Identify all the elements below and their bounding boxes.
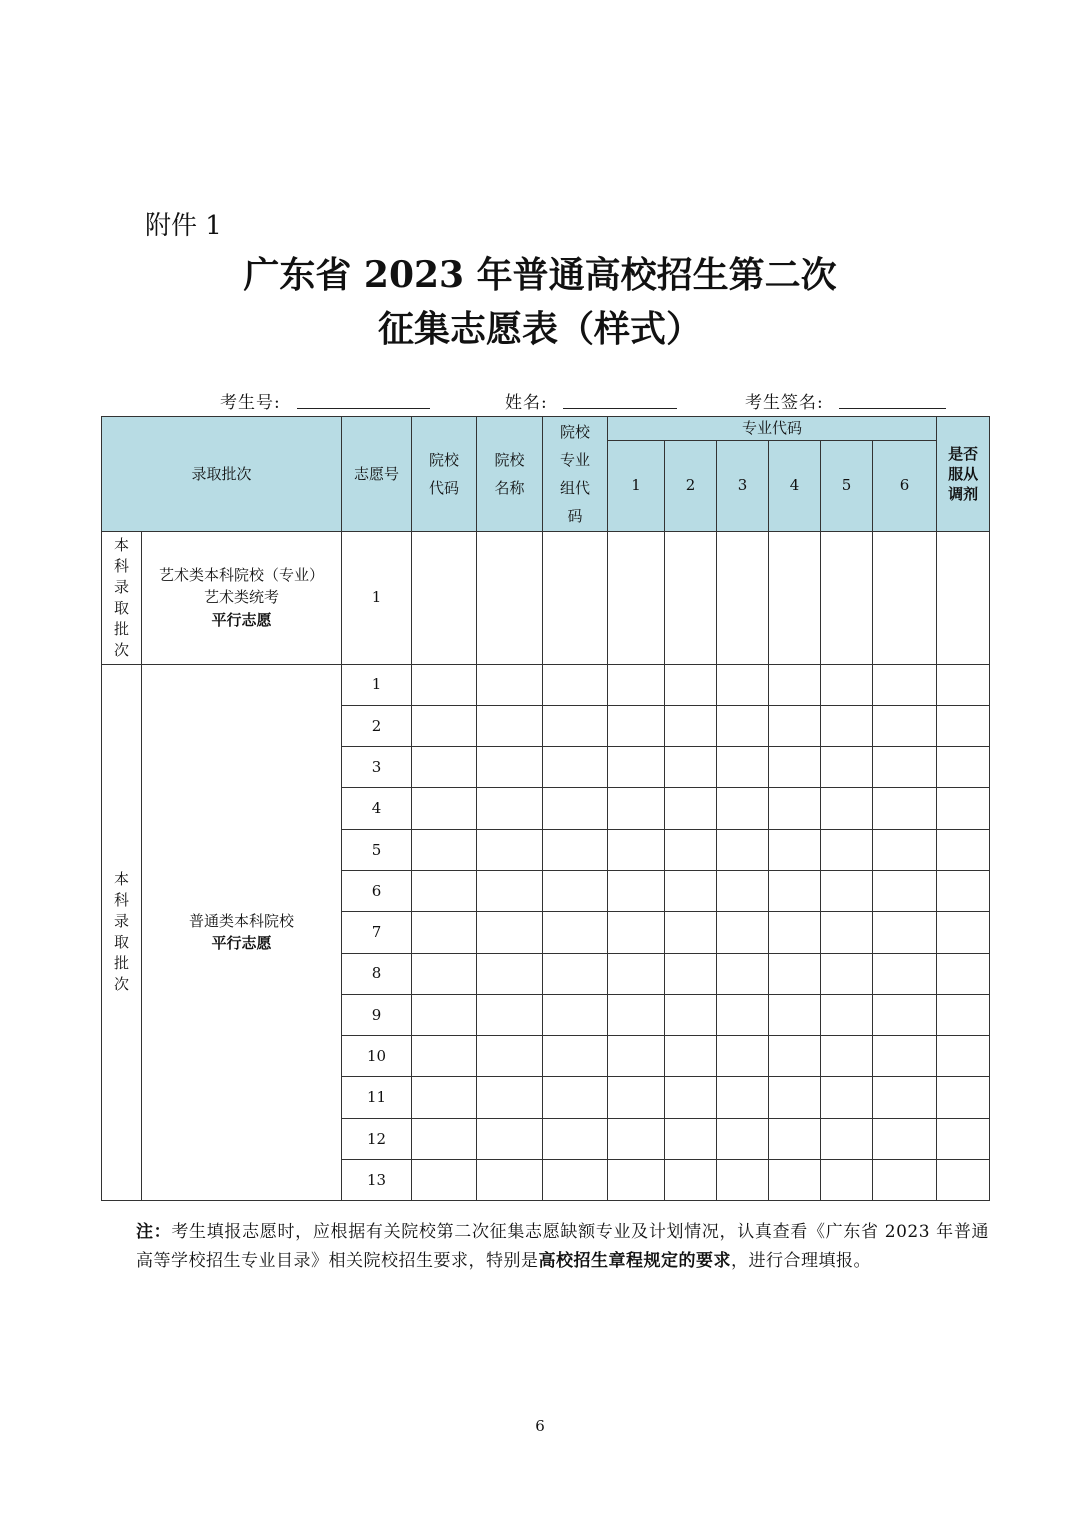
major-code-cell[interactable] <box>608 664 665 705</box>
group-code-cell[interactable] <box>543 912 608 953</box>
major-code-cell[interactable] <box>717 1118 769 1159</box>
major-code-cell[interactable] <box>717 705 769 746</box>
school-code-cell[interactable] <box>412 531 477 664</box>
major-code-cell[interactable] <box>665 747 717 788</box>
adjust-cell[interactable] <box>937 1118 990 1159</box>
footnote-text: 考生填报志愿时，应根据有关院校第二次征集志愿缺额专业及计划情况，认真查看《广东省 2023 年普通高等学校招生专业目录》相关院校招生要求，特别是 <box>136 1222 990 1271</box>
table-row <box>102 531 990 664</box>
major-code-cell[interactable] <box>717 829 769 870</box>
group-code-cell[interactable] <box>543 1077 608 1118</box>
major-code-cell[interactable] <box>873 531 937 664</box>
major-code-cell[interactable] <box>717 788 769 829</box>
major-code-cell[interactable] <box>665 531 717 664</box>
major-code-cell[interactable] <box>717 1036 769 1077</box>
major-code-cell[interactable] <box>821 1118 873 1159</box>
adjust-cell[interactable] <box>937 829 990 870</box>
school-code-cell[interactable] <box>412 1077 477 1118</box>
major-code-cell[interactable] <box>608 788 665 829</box>
major-code-cell[interactable] <box>608 994 665 1035</box>
major-code-cell[interactable] <box>769 747 821 788</box>
page-title-line1: 广东省 2023 年普通高校招生第二次 <box>243 254 837 296</box>
batch-mode: 平行志愿 <box>211 610 272 629</box>
choice-number: 13 <box>342 1160 412 1201</box>
header-major-col: 6 <box>873 440 937 531</box>
major-code-cell[interactable] <box>665 705 717 746</box>
school-name-cell[interactable] <box>477 953 543 994</box>
school-name-cell[interactable] <box>477 1160 543 1201</box>
major-code-cell[interactable] <box>821 1077 873 1118</box>
exam-number-field[interactable] <box>297 408 430 409</box>
school-code-cell[interactable] <box>412 870 477 911</box>
school-code-cell[interactable] <box>412 747 477 788</box>
header-school-code: 院校代码 <box>412 417 477 532</box>
choice-number: 9 <box>342 994 412 1035</box>
major-code-cell[interactable] <box>769 1118 821 1159</box>
school-name-cell[interactable] <box>477 829 543 870</box>
major-code-cell[interactable] <box>608 1160 665 1201</box>
choice-number: 7 <box>342 912 412 953</box>
application-form-table <box>101 416 990 1201</box>
choice-number: 4 <box>342 788 412 829</box>
school-code-cell[interactable] <box>412 705 477 746</box>
adjust-cell[interactable] <box>937 953 990 994</box>
major-code-cell[interactable] <box>665 912 717 953</box>
major-code-cell[interactable] <box>769 1077 821 1118</box>
major-code-cell[interactable] <box>717 994 769 1035</box>
major-code-cell[interactable] <box>821 870 873 911</box>
name-label: 姓名: <box>505 393 548 413</box>
school-code-cell[interactable] <box>412 664 477 705</box>
school-name-cell[interactable] <box>477 705 543 746</box>
page-number: 6 <box>535 1417 545 1435</box>
major-code-cell[interactable] <box>769 1160 821 1201</box>
header-major-col: 1 <box>608 440 665 531</box>
choice-number: 12 <box>342 1118 412 1159</box>
group-code-cell[interactable] <box>543 788 608 829</box>
footnote-emphasis: 高校招生章程规定的要求 <box>538 1251 731 1271</box>
group-code-cell[interactable] <box>543 747 608 788</box>
major-code-cell[interactable] <box>821 829 873 870</box>
school-code-cell[interactable] <box>412 1160 477 1201</box>
batch-label: 本科录取批次 <box>114 535 130 659</box>
signature-field[interactable] <box>839 408 946 409</box>
footnote <box>136 1218 989 1276</box>
header-major-col: 3 <box>717 440 769 531</box>
header-major-col: 2 <box>665 440 717 531</box>
major-code-cell[interactable] <box>665 1036 717 1077</box>
group-code-cell[interactable] <box>543 1036 608 1077</box>
major-code-cell[interactable] <box>873 788 937 829</box>
school-code-cell[interactable] <box>412 912 477 953</box>
major-code-cell[interactable] <box>665 664 717 705</box>
major-code-cell[interactable] <box>769 788 821 829</box>
school-code-cell[interactable] <box>412 994 477 1035</box>
group-code-cell[interactable] <box>543 953 608 994</box>
choice-number: 10 <box>342 1036 412 1077</box>
major-code-cell[interactable] <box>717 953 769 994</box>
adjust-cell[interactable] <box>937 747 990 788</box>
major-code-cell[interactable] <box>717 912 769 953</box>
major-code-cell[interactable] <box>873 1160 937 1201</box>
batch-type-line: 普通类本科院校 <box>189 911 295 930</box>
batch-type-cell <box>142 664 342 1201</box>
batch-type-cell <box>142 531 342 664</box>
batch-mode: 平行志愿 <box>211 934 272 953</box>
major-code-cell[interactable] <box>821 788 873 829</box>
major-code-cell[interactable] <box>821 912 873 953</box>
choice-number: 1 <box>342 531 412 664</box>
exam-number-label: 考生号: <box>220 393 281 413</box>
school-name-cell[interactable] <box>477 788 543 829</box>
header-major-code: 专业代码 <box>608 417 937 441</box>
major-code-cell[interactable] <box>873 912 937 953</box>
header-adjust: 是否服从调剂 <box>937 417 990 532</box>
major-code-cell[interactable] <box>608 705 665 746</box>
school-code-cell[interactable] <box>412 829 477 870</box>
adjust-cell[interactable] <box>937 1036 990 1077</box>
major-code-cell[interactable] <box>769 829 821 870</box>
choice-number: 2 <box>342 705 412 746</box>
signature-label: 考生签名: <box>745 393 824 413</box>
choice-number: 3 <box>342 747 412 788</box>
major-code-cell[interactable] <box>665 953 717 994</box>
major-code-cell[interactable] <box>717 1077 769 1118</box>
attachment-label: 附件 1 <box>145 211 222 241</box>
choice-number: 1 <box>342 664 412 705</box>
major-code-cell[interactable] <box>873 664 937 705</box>
major-code-cell[interactable] <box>873 994 937 1035</box>
adjust-cell[interactable] <box>937 664 990 705</box>
school-name-cell[interactable] <box>477 1077 543 1118</box>
major-code-cell[interactable] <box>821 747 873 788</box>
major-code-cell[interactable] <box>873 1118 937 1159</box>
major-code-cell[interactable] <box>665 1160 717 1201</box>
group-code-cell[interactable] <box>543 1118 608 1159</box>
adjust-cell[interactable] <box>937 705 990 746</box>
group-code-cell[interactable] <box>543 870 608 911</box>
major-code-cell[interactable] <box>873 705 937 746</box>
major-code-cell[interactable] <box>665 788 717 829</box>
header-school-name: 院校名称 <box>477 417 543 532</box>
major-code-cell[interactable] <box>665 1118 717 1159</box>
major-code-cell[interactable] <box>873 829 937 870</box>
batch-cell <box>102 664 142 1201</box>
major-code-cell[interactable] <box>608 747 665 788</box>
school-name-cell[interactable] <box>477 994 543 1035</box>
major-code-cell[interactable] <box>821 1160 873 1201</box>
major-code-cell[interactable] <box>821 994 873 1035</box>
major-code-cell[interactable] <box>873 1036 937 1077</box>
name-field[interactable] <box>563 408 677 409</box>
group-code-cell[interactable] <box>543 664 608 705</box>
major-code-cell[interactable] <box>821 664 873 705</box>
major-code-cell[interactable] <box>608 953 665 994</box>
major-code-cell[interactable] <box>665 870 717 911</box>
adjust-cell[interactable] <box>937 788 990 829</box>
major-code-cell[interactable] <box>821 531 873 664</box>
header-batch: 录取批次 <box>102 417 342 532</box>
choice-number: 6 <box>342 870 412 911</box>
major-code-cell[interactable] <box>717 747 769 788</box>
school-code-cell[interactable] <box>412 1036 477 1077</box>
major-code-cell[interactable] <box>769 531 821 664</box>
page-title-line2: 征集志愿表（样式） <box>377 308 702 350</box>
major-code-cell[interactable] <box>769 994 821 1035</box>
choice-number: 5 <box>342 829 412 870</box>
school-name-cell[interactable] <box>477 747 543 788</box>
adjust-cell[interactable] <box>937 1160 990 1201</box>
major-code-cell[interactable] <box>873 747 937 788</box>
batch-label: 本科录取批次 <box>114 870 130 994</box>
major-code-cell[interactable] <box>769 705 821 746</box>
major-code-cell[interactable] <box>873 870 937 911</box>
major-code-cell[interactable] <box>769 1036 821 1077</box>
major-code-cell[interactable] <box>873 953 937 994</box>
footnote-text-end: ，进行合理填报。 <box>731 1251 871 1271</box>
major-code-cell[interactable] <box>873 1077 937 1118</box>
adjust-cell[interactable] <box>937 870 990 911</box>
table-row <box>102 664 990 705</box>
batch-type-line: 艺术类本科院校（专业） <box>159 565 325 584</box>
school-name-cell[interactable] <box>477 1118 543 1159</box>
group-code-cell[interactable] <box>543 705 608 746</box>
adjust-cell[interactable] <box>937 531 990 664</box>
major-code-cell[interactable] <box>665 1077 717 1118</box>
major-code-cell[interactable] <box>608 531 665 664</box>
major-code-cell[interactable] <box>608 1077 665 1118</box>
major-code-cell[interactable] <box>608 912 665 953</box>
school-name-cell[interactable] <box>477 912 543 953</box>
group-code-cell[interactable] <box>543 994 608 1035</box>
major-code-cell[interactable] <box>608 829 665 870</box>
major-code-cell[interactable] <box>717 1160 769 1201</box>
major-code-cell[interactable] <box>769 870 821 911</box>
major-code-cell[interactable] <box>608 1036 665 1077</box>
major-code-cell[interactable] <box>608 1118 665 1159</box>
adjust-cell[interactable] <box>937 912 990 953</box>
group-code-cell[interactable] <box>543 829 608 870</box>
header-major-col: 4 <box>769 440 821 531</box>
major-code-cell[interactable] <box>665 829 717 870</box>
school-code-cell[interactable] <box>412 1118 477 1159</box>
group-code-cell[interactable] <box>543 531 608 664</box>
major-code-cell[interactable] <box>769 953 821 994</box>
school-name-cell[interactable] <box>477 531 543 664</box>
major-code-cell[interactable] <box>717 531 769 664</box>
major-code-cell[interactable] <box>769 664 821 705</box>
footnote-label: 注： <box>136 1222 172 1242</box>
major-code-cell[interactable] <box>821 953 873 994</box>
major-code-cell[interactable] <box>717 870 769 911</box>
header-group-code: 院校专业组代码 <box>543 417 608 532</box>
adjust-cell[interactable] <box>937 994 990 1035</box>
school-name-cell[interactable] <box>477 1036 543 1077</box>
choice-number: 8 <box>342 953 412 994</box>
batch-type-line: 艺术类统考 <box>204 588 280 607</box>
batch-cell <box>102 531 142 664</box>
school-name-cell[interactable] <box>477 664 543 705</box>
choice-number: 11 <box>342 1077 412 1118</box>
school-name-cell[interactable] <box>477 870 543 911</box>
group-code-cell[interactable] <box>543 1160 608 1201</box>
major-code-cell[interactable] <box>608 870 665 911</box>
major-code-cell[interactable] <box>821 705 873 746</box>
header-choice-no: 志愿号 <box>342 417 412 532</box>
school-code-cell[interactable] <box>412 953 477 994</box>
major-code-cell[interactable] <box>717 664 769 705</box>
header-major-col: 5 <box>821 440 873 531</box>
school-code-cell[interactable] <box>412 788 477 829</box>
major-code-cell[interactable] <box>769 912 821 953</box>
major-code-cell[interactable] <box>665 994 717 1035</box>
adjust-cell[interactable] <box>937 1077 990 1118</box>
major-code-cell[interactable] <box>821 1036 873 1077</box>
